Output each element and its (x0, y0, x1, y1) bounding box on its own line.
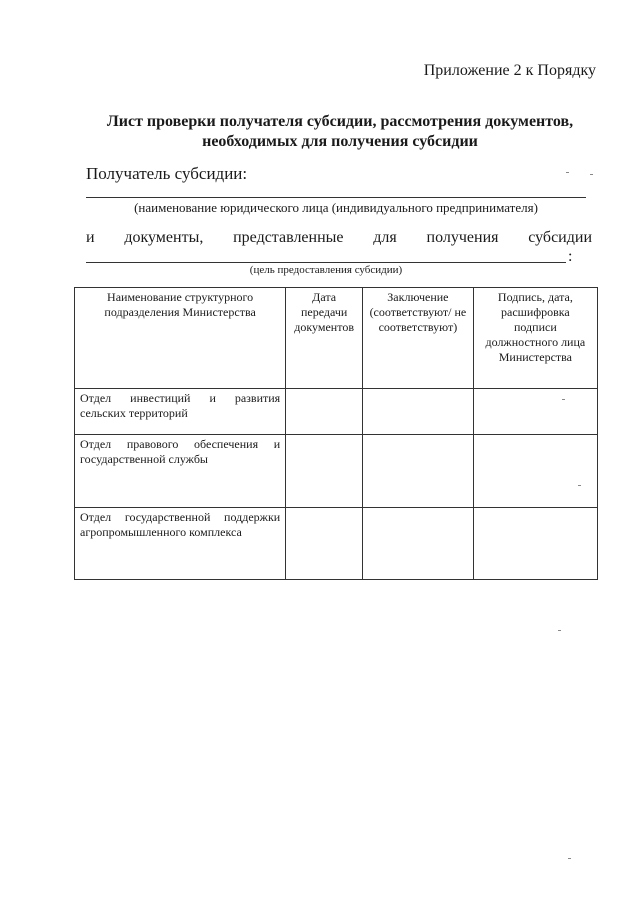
documents-word: представленные (233, 229, 344, 246)
scan-speck (558, 630, 561, 631)
scan-speck (590, 174, 593, 175)
purpose-colon: : (568, 248, 573, 265)
conclusion-cell (363, 508, 474, 580)
documents-word: документы, (124, 229, 204, 246)
documents-word: получения (426, 229, 499, 246)
signature-cell (473, 389, 597, 435)
conclusion-cell (363, 389, 474, 435)
purpose-fill-line (86, 262, 566, 263)
header-transfer-date: Дата передачи документов (286, 288, 363, 389)
documents-word: субсидии (528, 229, 592, 246)
document-title (60, 112, 620, 152)
department-name: Отдел правового обеспечения и государственной службы (75, 435, 286, 508)
title-line-1: Лист проверки получателя субсидии, рассмотрения документов, (106, 113, 574, 130)
recipient-label: Получатель субсидии: (86, 164, 248, 183)
signature-cell (473, 435, 597, 508)
title-line-2: необходимых для получения субсидии (202, 133, 478, 150)
table-row (75, 435, 598, 508)
table-header-row (75, 288, 598, 389)
appendix-reference: Приложение 2 к Порядку (423, 62, 596, 79)
department-name: Отдел государственной поддержки агропромышленного комплекса (75, 508, 286, 580)
table-row (75, 508, 598, 580)
documents-statement (86, 229, 592, 247)
scan-speck (562, 399, 565, 400)
conclusion-cell (363, 435, 474, 508)
table-row (75, 389, 598, 435)
header-department: Наименование структурного подразделения Министерства (75, 288, 286, 389)
header-conclusion: Заключение (соответствуют/ не соответствуют) (363, 288, 474, 389)
recipient-caption: (наименование юридического лица (индивидуального предпринимателя) (134, 200, 538, 215)
recipient-fill-line (86, 197, 586, 198)
verification-table (74, 287, 598, 580)
signature-cell (473, 508, 597, 580)
date-cell (286, 389, 363, 435)
documents-word: для (373, 229, 397, 246)
date-cell (286, 435, 363, 508)
department-name: Отдел инвестиций и развития сельских территорий (75, 389, 286, 435)
scan-speck (566, 172, 569, 173)
documents-word: и (86, 229, 95, 246)
scan-speck (578, 485, 581, 486)
scan-speck (568, 858, 571, 859)
date-cell (286, 508, 363, 580)
purpose-caption: (цель предоставления субсидии) (249, 264, 403, 276)
header-signature: Подпись, дата, расшифровка подписи должностного лица Министерства (473, 288, 597, 389)
